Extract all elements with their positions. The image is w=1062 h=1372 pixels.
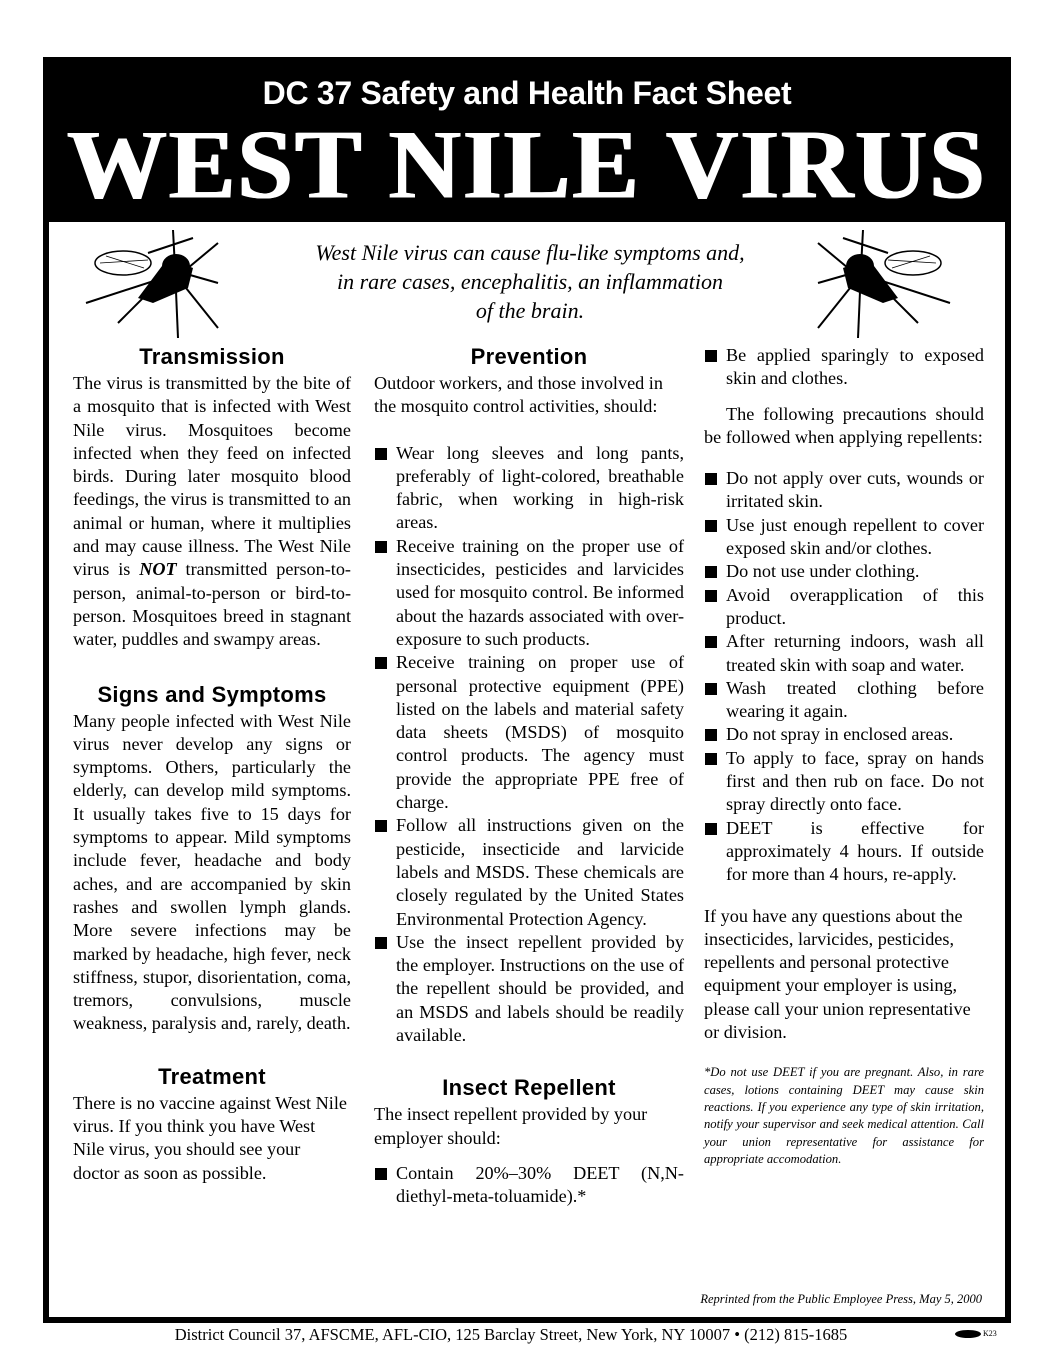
square-bullet-icon	[375, 448, 387, 460]
section-heading: Prevention	[470, 344, 588, 369]
intro-line: of the brain.	[475, 298, 585, 323]
page-title: WEST NILE VIRUS	[67, 110, 987, 220]
masthead	[43, 57, 1011, 222]
repellent-section	[374, 1075, 684, 1208]
precautions-intro: The following precautions should be followed when applying repellents:	[704, 403, 984, 447]
list-item: Use just enough repellent to cover exposed skin and/or clothes.	[704, 514, 984, 561]
list-item: Contain 20%–30% DEET (N,N-diethyl-meta-toluamide).*	[374, 1162, 684, 1209]
union-bug-code: K23	[983, 1329, 997, 1338]
list-item: Follow all instructions given on the pesticide, insecticide and larvicide labels and MSDS. These chemicals are closely regulated by the United States Environmental Protection Agency.	[374, 814, 684, 930]
list-item: Receive training on proper use of personal protective equipment (PPE) listed on the labels and material safety data sheets (MSDS) of mosquito control products. The agency must provide the appropriate PPE free of charge.	[374, 651, 684, 814]
column-left	[73, 344, 351, 1185]
treatment-text: There is no vaccine against West Nile virus. If you think you have West Nile virus, you should see your doctor as soon as possible.	[73, 1092, 347, 1183]
questions-text: If you have any questions about the insecticides, larvicides, pesticides, repellents and personal protective equipment your employer is using, please call your union representative or division.	[704, 905, 971, 1043]
list-item: Do not apply over cuts, wounds or irritated skin.	[704, 467, 984, 514]
column-middle	[374, 344, 684, 1209]
list-item: Be applied sparingly to exposed skin and clothes.	[704, 344, 984, 391]
square-bullet-icon	[375, 541, 387, 553]
square-bullet-icon	[375, 937, 387, 949]
union-label-icon	[955, 1329, 997, 1338]
treatment-section	[73, 1064, 351, 1185]
transmission-text: The virus is transmitted by the bite of a mosquito that is infected with West Nile virus. Mosquitoes become infected when they feed on infected birds. During later mosquito blood feedings, the virus is transmitted to an animal or human, where it multiplies and may cause illness. The West Nile virus is NOT transmitted person-to-person, animal-to-person or bird-to-person. Mosquitoes breed in stagnant water, puddles and swampy areas.	[73, 373, 351, 650]
transmission-section	[73, 344, 351, 652]
precautions-list	[704, 467, 984, 886]
reprint-credit: Reprinted from the Public Employee Press, May 5, 2000	[700, 1292, 982, 1306]
section-heading: Treatment	[158, 1063, 266, 1089]
signs-text: Many people infected with West Nile virus never develop any signs or symptoms. Others, particularly the elderly, can develop mild symptoms. It usually takes five to 15 days for symptoms to appear. Mild symptoms include fever, headache and body aches, and are accompanied by skin rashes and swollen lymph glands. More severe infections may be marked by headache, high fever, neck stiffness, stupor, disorientation, coma, tremors, convulsions, muscle weakness, paralysis and, rarely, death.	[73, 710, 351, 1034]
prevention-list	[374, 442, 684, 1048]
list-item: DEET is effective for approximately 4 hours. If outside for more than 4 hours, re-apply.	[704, 817, 984, 887]
square-bullet-icon	[705, 566, 717, 578]
list-item: Wear long sleeves and long pants, preferably of light-colored, breathable fabric, when working in high-risk areas.	[374, 442, 684, 535]
list-item: Wash treated clothing before wearing it again.	[704, 677, 984, 724]
emphasis-not: NOT	[139, 559, 177, 580]
fact-sheet-kicker: DC 37 Safety and Health Fact Sheet	[262, 75, 792, 111]
list-item: After returning indoors, wash all treated skin with soap and water.	[704, 630, 984, 677]
repellent-intro: The insect repellent provided by your employer should:	[374, 1104, 648, 1148]
square-bullet-icon	[705, 753, 717, 765]
intro-callout	[250, 238, 810, 325]
section-heading: Insect Repellent	[442, 1075, 616, 1101]
prevention-intro: Outdoor workers, and those involved in the mosquito control activities, should:	[374, 373, 663, 417]
union-bug-logo	[955, 1330, 981, 1338]
square-bullet-icon	[705, 350, 717, 362]
prevention-section	[374, 344, 684, 1047]
square-bullet-icon	[705, 636, 717, 648]
list-item: Do not spray in enclosed areas.	[704, 723, 984, 746]
signs-section	[73, 682, 351, 1036]
intro-line: West Nile virus can cause flu-like symptoms and,	[315, 240, 745, 265]
square-bullet-icon	[705, 683, 717, 695]
square-bullet-icon	[705, 520, 717, 532]
square-bullet-icon	[705, 590, 717, 602]
section-heading: Transmission	[139, 344, 285, 369]
square-bullet-icon	[705, 473, 717, 485]
square-bullet-icon	[375, 820, 387, 832]
square-bullet-icon	[375, 1168, 387, 1180]
list-item: Do not use under clothing.	[704, 560, 984, 583]
repellent-list	[374, 1162, 684, 1209]
intro-line: in rare cases, encephalitis, an inflammation	[337, 269, 723, 294]
deet-footnote: *Do not use DEET if you are pregnant. Also, in rare cases, lotions containing DEET may cause skin reactions. If you experience any type of skin irritation, notify your supervisor and seek medical attention. Call your union representative for assistance for appropriate accomodation.	[704, 1065, 984, 1166]
square-bullet-icon	[705, 729, 717, 741]
list-item: Receive training on the proper use of insecticides, pesticides and larvicides used for mosquito control. Be informed about the hazards associated with over-exposure to such products.	[374, 535, 684, 651]
footer-address: District Council 37, AFSCME, AFL-CIO, 125 Barclay Street, New York, NY 10007 • (212) 815-1685	[174, 1325, 848, 1344]
column-right	[704, 344, 984, 1168]
mosquito-icon	[78, 228, 228, 338]
mosquito-icon	[808, 228, 958, 338]
list-item: To apply to face, spray on hands first and then rub on face. Do not spray directly onto face.	[704, 747, 984, 817]
section-heading: Signs and Symptoms	[97, 681, 327, 707]
repellent-list-continued	[704, 344, 984, 391]
list-item: Use the insect repellent provided by the employer. Instructions on the use of the repellent should be provided, and an MSDS and labels should be readily available.	[374, 931, 684, 1047]
square-bullet-icon	[705, 823, 717, 835]
list-item: Avoid overapplication of this product.	[704, 584, 984, 631]
square-bullet-icon	[375, 657, 387, 669]
